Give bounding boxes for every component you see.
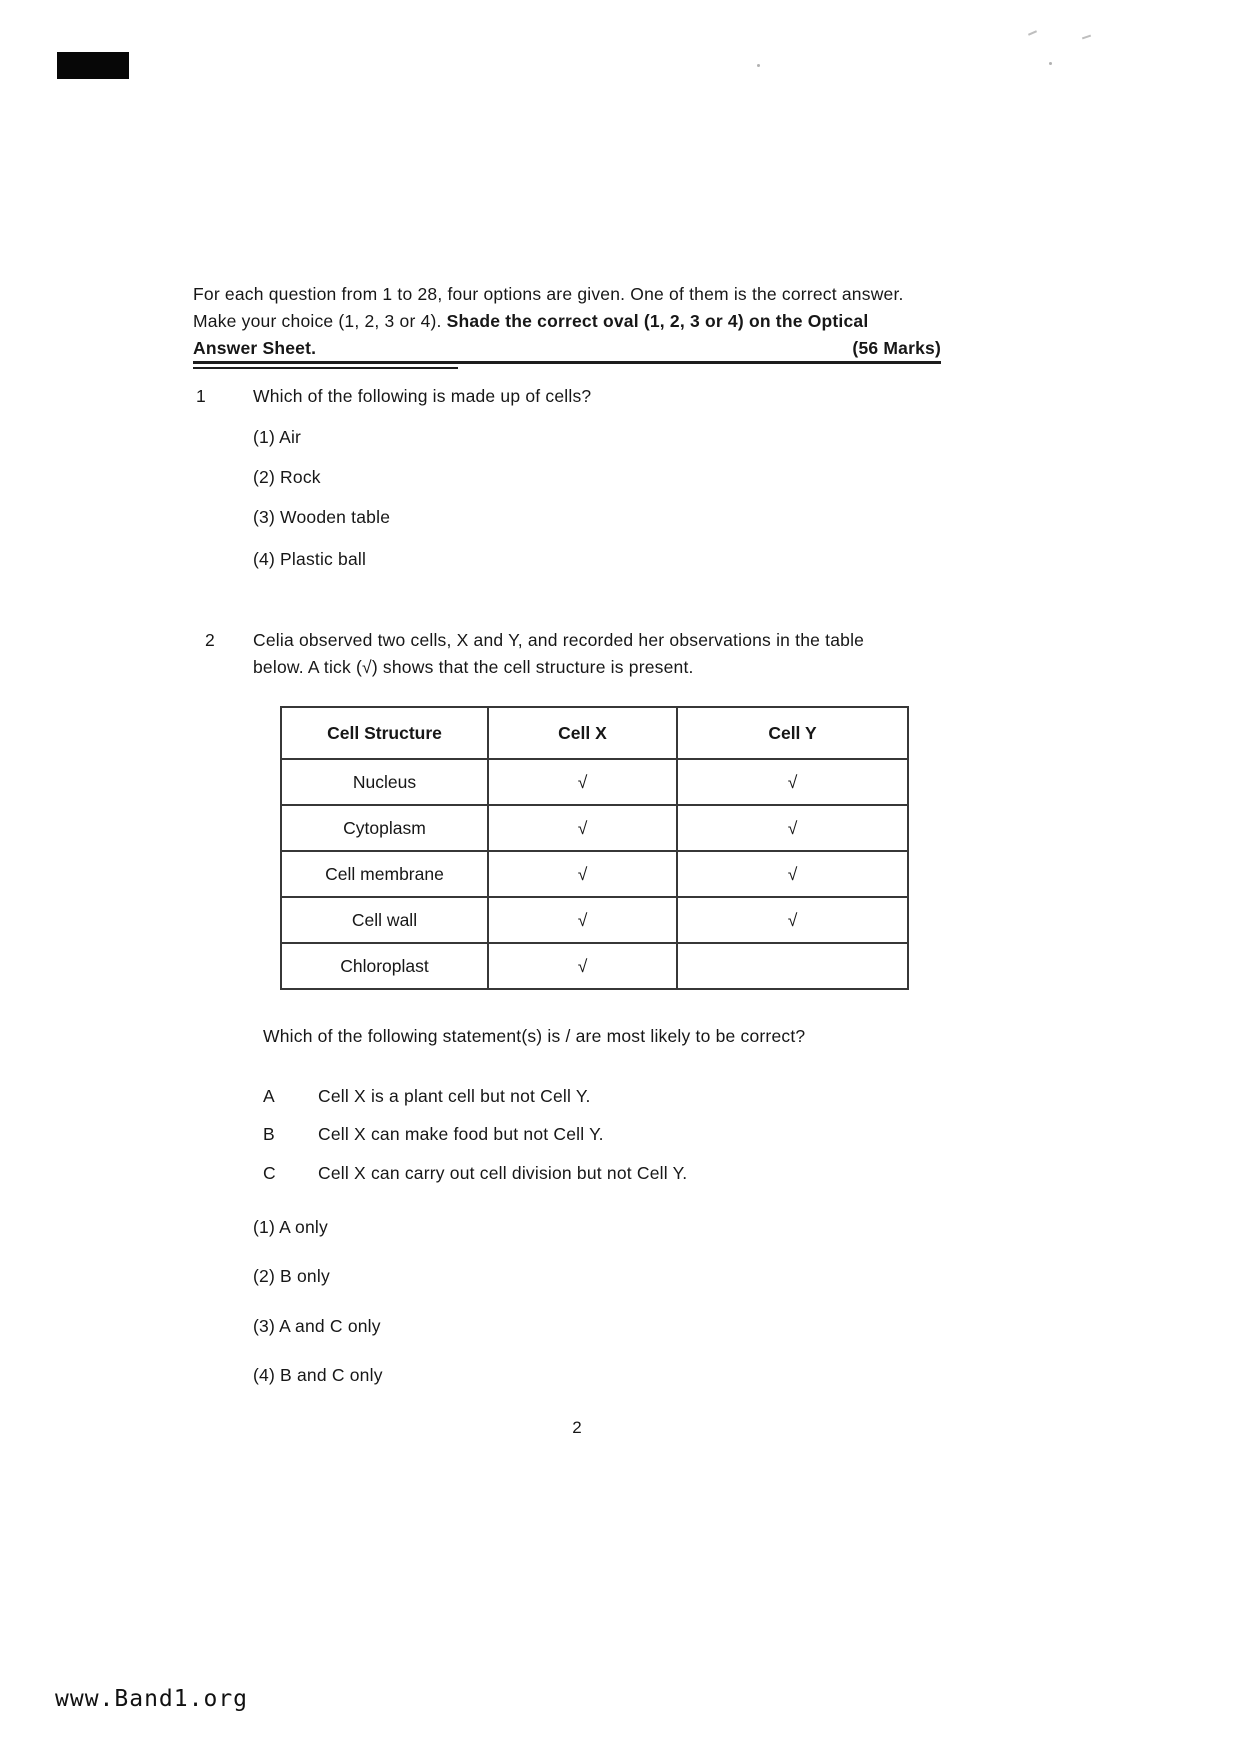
question-1-text: Which of the following is made up of cells? xyxy=(253,386,592,406)
column-header-cell-structure: Cell Structure xyxy=(281,707,488,759)
answer-sheet-text: Answer Sheet. xyxy=(193,338,317,358)
table-row xyxy=(281,897,908,943)
question-2-sub-question: Which of the following statement(s) is / are most likely to be correct? xyxy=(263,1026,806,1046)
question-2-option-4: (4) B and C only xyxy=(253,1365,383,1385)
question-1-number: 1 xyxy=(196,386,206,406)
question-2-number: 2 xyxy=(205,630,215,650)
structure-name: Cell membrane xyxy=(281,851,488,897)
scan-artifact-dot xyxy=(757,64,760,67)
scan-artifact-dot xyxy=(1049,62,1052,65)
statement-c-label: C xyxy=(263,1163,276,1183)
statement-b-text: Cell X can make food but not Cell Y. xyxy=(318,1124,604,1144)
question-1-option-4: (4) Plastic ball xyxy=(253,549,367,569)
question-1-option-1: (1) Air xyxy=(253,427,302,447)
instruction-line-2 xyxy=(193,308,941,335)
table-row xyxy=(281,943,908,989)
question-1-option-2: (2) Rock xyxy=(253,467,321,487)
header-rule xyxy=(193,361,941,364)
question-2-text-line-1: Celia observed two cells, X and Y, and recorded her observations in the table xyxy=(253,630,865,650)
structure-name: Cytoplasm xyxy=(281,805,488,851)
question-2-option-3: (3) A and C only xyxy=(253,1316,381,1336)
empty-cell xyxy=(677,943,908,989)
statement-a xyxy=(263,1083,591,1110)
instruction-line-2-bold: Shade the correct oval (1, 2, 3 or 4) on the Optical xyxy=(446,311,869,331)
question-2-text xyxy=(253,627,864,681)
structure-name: Chloroplast xyxy=(281,943,488,989)
instruction-block xyxy=(193,281,941,362)
instruction-line-1-text: For each question from 1 to 28, four options are given. One of them is the correct answer. xyxy=(193,284,904,304)
scan-artifact-mark xyxy=(1028,30,1037,35)
observation-table-wrapper xyxy=(280,706,909,990)
page-number: 2 xyxy=(572,1418,582,1437)
statement-c xyxy=(263,1160,687,1187)
tick-mark: √ xyxy=(488,943,677,989)
question-1-option-3: (3) Wooden table xyxy=(253,507,391,527)
tick-mark: √ xyxy=(677,897,908,943)
instruction-line-1 xyxy=(193,281,941,308)
redacted-logo-box xyxy=(57,52,129,79)
tick-mark: √ xyxy=(488,851,677,897)
instruction-line-2-regular: Make your choice (1, 2, 3 or 4). xyxy=(193,311,447,331)
tick-mark: √ xyxy=(677,851,908,897)
statement-b xyxy=(263,1121,604,1148)
observation-table xyxy=(280,706,909,990)
structure-name: Cell wall xyxy=(281,897,488,943)
scan-artifact-mark xyxy=(1082,35,1091,40)
watermark-url: www.Band1.org xyxy=(55,1686,249,1712)
structure-name: Nucleus xyxy=(281,759,488,805)
tick-mark: √ xyxy=(488,805,677,851)
table-row xyxy=(281,759,908,805)
instruction-line-3 xyxy=(193,335,941,362)
question-2-option-1: (1) A only xyxy=(253,1217,328,1237)
header-rule-underline xyxy=(193,367,458,369)
question-2-text-line-2: below. A tick (√) shows that the cell structure is present. xyxy=(253,657,694,677)
statement-a-text: Cell X is a plant cell but not Cell Y. xyxy=(318,1086,591,1106)
tick-mark: √ xyxy=(677,805,908,851)
column-header-cell-y: Cell Y xyxy=(677,707,908,759)
table-row xyxy=(281,805,908,851)
statement-a-label: A xyxy=(263,1086,275,1106)
column-header-cell-x: Cell X xyxy=(488,707,677,759)
tick-mark: √ xyxy=(677,759,908,805)
statement-c-text: Cell X can carry out cell division but not Cell Y. xyxy=(318,1163,688,1183)
tick-mark: √ xyxy=(488,759,677,805)
statement-b-label: B xyxy=(263,1124,275,1144)
table-row xyxy=(281,851,908,897)
question-2-option-2: (2) B only xyxy=(253,1266,330,1286)
marks-label: (56 Marks) xyxy=(852,338,941,358)
table-header-row xyxy=(281,707,908,759)
tick-mark: √ xyxy=(488,897,677,943)
